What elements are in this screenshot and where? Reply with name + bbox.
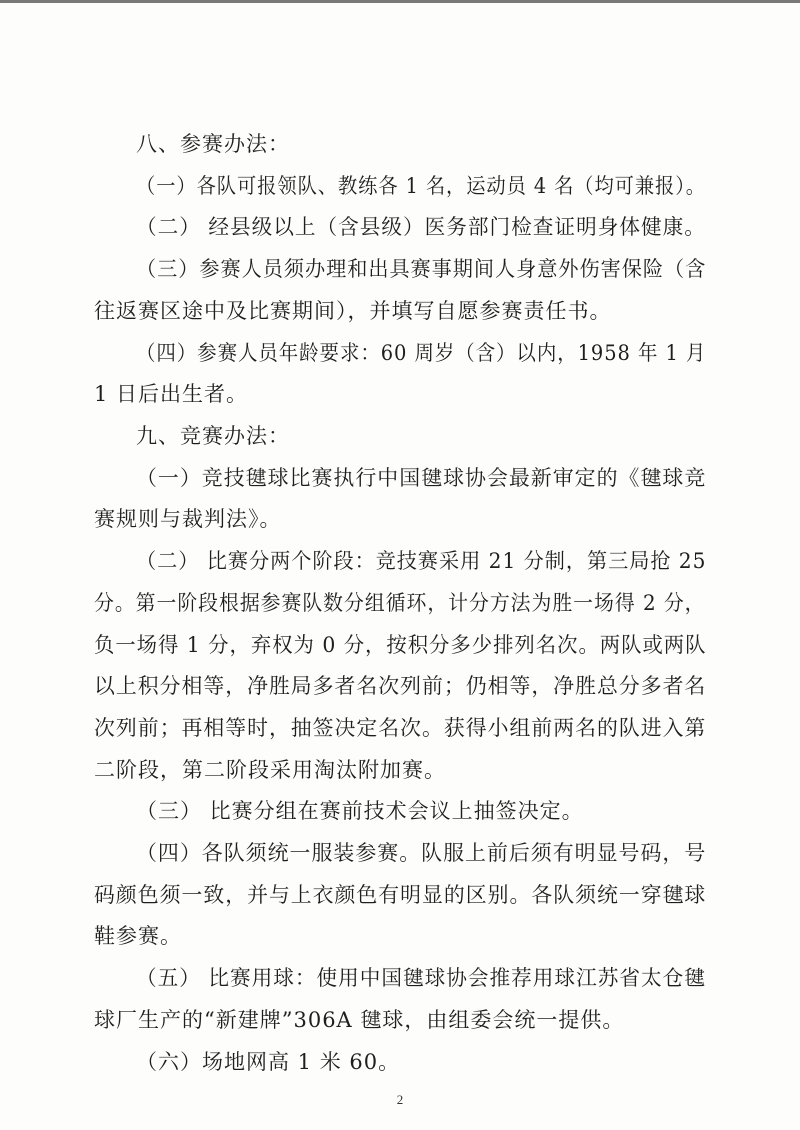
text-line: （三） 比赛分组在赛前技术会议上抽签决定。 [136, 799, 584, 823]
text-line: 球厂生产的“新建牌”306A 毽球，由组委会统一提供。 [94, 1008, 625, 1032]
text-line: （三）参赛人员须办理和出具赛事期间人身意外伤害保险（含 [136, 257, 707, 281]
text-line: 码颜色须一致，并与上衣颜色有明显的区别。各队须统一穿毽球 [94, 883, 707, 907]
text-line: 分。第一阶段根据参赛队数分组循环，计分方法为胜一场得 2 分， [94, 591, 706, 615]
text-line: 鞋参赛。 [94, 924, 182, 948]
page-number: 2 [396, 1092, 404, 1107]
text-line: （二） 经县级以上（含县级）医务部门检查证明身体健康。 [136, 215, 706, 239]
text-line: 赛规则与裁判法》。 [94, 507, 282, 531]
section-heading-8: 八、参赛办法： [136, 132, 290, 156]
text-line: 次列前；再相等时，抽签决定名次。获得小组前两名的队进入第 [94, 716, 707, 740]
text-line: 以上积分相等，净胜局多者名次列前；仍相等，净胜总分多者名 [94, 674, 707, 698]
text-line: （二） 比赛分两个阶段：竞技赛采用 21 分制，第三局抢 25 [136, 549, 707, 573]
section-heading-9: 九、竞赛办法： [136, 424, 290, 448]
text-line: 二阶段，第二阶段采用淘汰附加赛。 [94, 758, 446, 782]
text-line: （六）场地网高 1 米 60。 [136, 1050, 401, 1074]
text-line: 往返赛区途中及比赛期间），并填写自愿参赛责任书。 [94, 299, 612, 323]
text-line: （一）各队可报领队、教练各 1 名，运动员 4 名（均可兼报）。 [136, 174, 707, 198]
text-line: 1 日后出生者。 [94, 382, 249, 406]
text-line: 负一场得 1 分，弃权为 0 分，按积分多少排列名次。两队或两队 [94, 633, 707, 657]
text-line: （五） 比赛用球：使用中国毽球协会推荐用球江苏省太仓毽 [136, 966, 706, 990]
top-border [0, 0, 800, 3]
text-line: （四）各队须统一服装参赛。队服上前后须有明显号码，号 [136, 841, 707, 865]
text-line: （一）竞技毽球比赛执行中国毽球协会最新审定的《毽球竞 [136, 466, 707, 490]
text-line: （四）参赛人员年龄要求：60 周岁（含）以内，1958 年 1 月 [136, 341, 707, 365]
